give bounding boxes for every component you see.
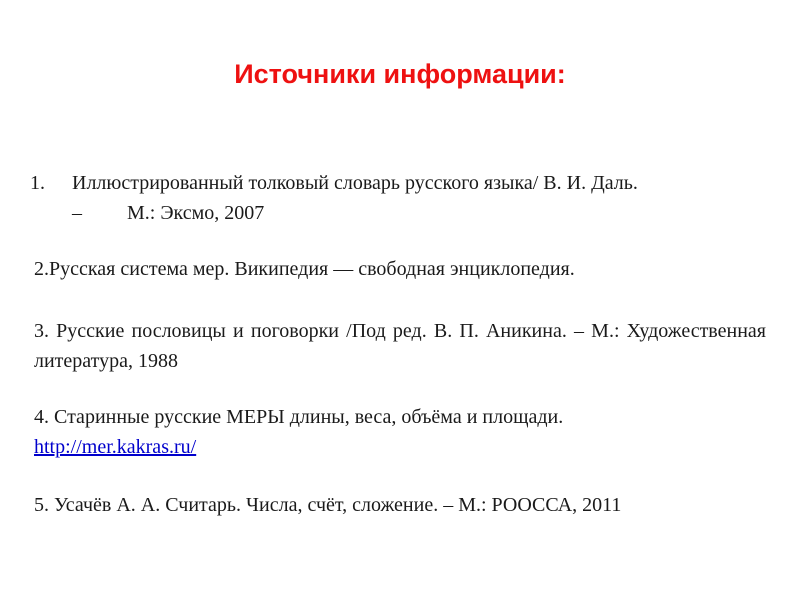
source-4-text: 4. Старинные русские МЕРЫ длины, веса, объёма и площади. xyxy=(34,406,564,428)
source-4-link[interactable]: http://mer.kakras.ru/ xyxy=(34,436,197,458)
source-1-publisher-line xyxy=(72,198,264,228)
source-1-text: Иллюстрированный толковый словарь русского языка/ В. И. Даль. xyxy=(72,172,638,194)
source-1-dash: – xyxy=(72,202,82,224)
page-title: Источники информации: xyxy=(234,59,566,89)
source-2: 2.Русская система мер. Википедия — свободная энциклопедия. xyxy=(34,258,575,280)
source-1-number: 1. xyxy=(30,172,45,194)
source-1-publisher: М.: Эксмо, 2007 xyxy=(127,202,265,224)
source-4 xyxy=(34,402,766,462)
source-3: 3. Русские пословицы и поговорки /Под ред. В. П. Аникина. – М.: Художественная литература, 1988 xyxy=(34,320,766,372)
source-5: 5. Усачёв А. А. Считарь. Числа, счёт, сложение. – М.: РООССА, 2011 xyxy=(34,494,622,516)
